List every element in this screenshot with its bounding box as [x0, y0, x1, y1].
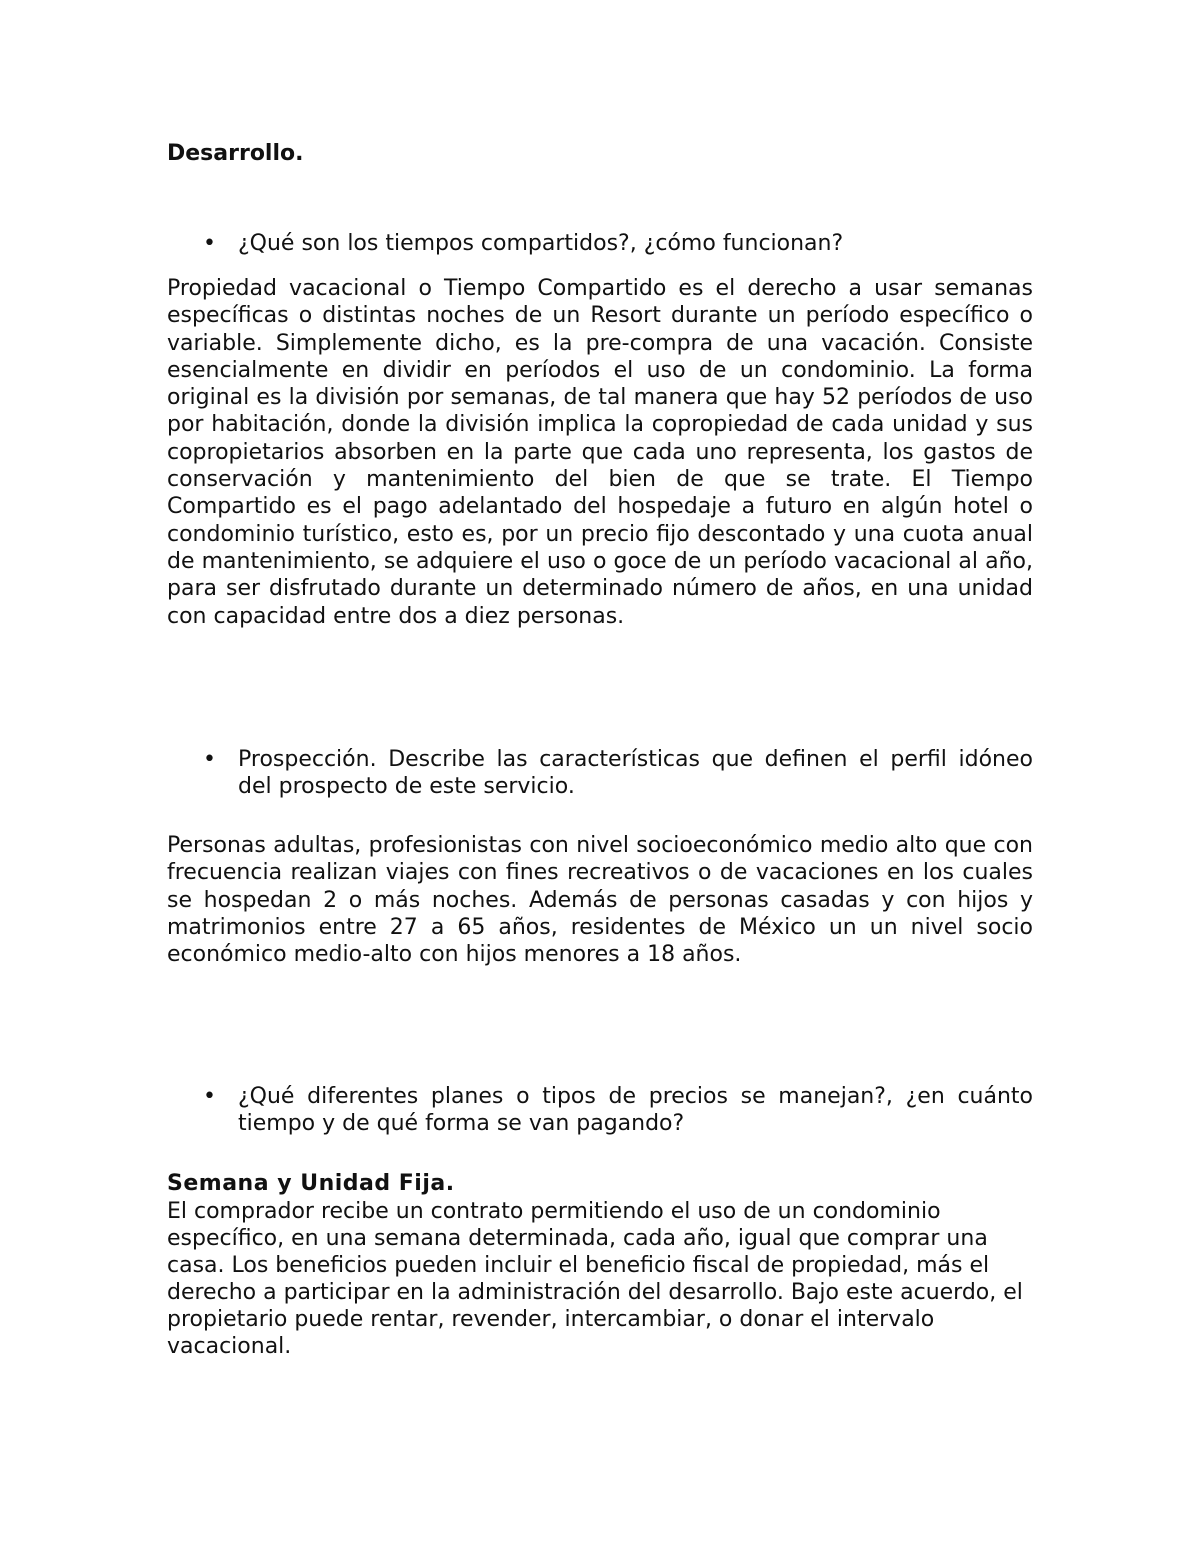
bullet-dot-icon: •: [203, 747, 216, 772]
bullet-dot-icon: •: [203, 231, 216, 256]
paragraph-definition: Propiedad vacacional o Tiempo Compartido es el derecho a usar semanas específicas o distintas noches de un Resort durante un período específico o variable. Simplemente dicho, es la pre-compra de una vacación. Consiste esencialmente en dividir en períodos el uso de un condominio. La forma original es la división por semanas, de tal manera que hay 52 períodos de uso por habitación, donde la división implica la copropiedad de cada unidad y sus copropietarios absorben en la parte que cada uno representa, los gastos de conservación y mantenimiento del bien de que se trate. El Tiempo Compartido es el pago adelantado del hospedaje a futuro en algún hotel o condominio turístico, esto es, por un precio fijo descontado y una cuota anual de mantenimiento, se adquiere el uso o goce de un período vacacional al año, para ser disfrutado durante un determinado número de años, en una unidad con capacidad entre dos a diez personas.: [167, 276, 1033, 629]
bullet-question-1: [167, 230, 1033, 257]
document-heading: Desarrollo.: [167, 141, 304, 166]
paragraph-prospect-profile: Personas adultas, profesionistas con nivel socioeconómico medio alto que con frecuencia realizan viajes con fines recreativos o de vacaciones en los cuales se hospedan 2 o más noches. Además de personas casadas y con hijos y matrimonios entre 27 a 65 años, residentes de México un un nivel socio económico medio-alto con hijos menores a 18 años.: [167, 833, 1033, 968]
bullet-question-2: [167, 746, 1033, 800]
bullet-text: ¿Qué son los tiempos compartidos?, ¿cómo funcionan?: [238, 231, 844, 256]
bullet-text: Prospección. Describe las características que definen el perfil idóneo del prospecto de este servicio.: [238, 747, 1033, 799]
bullet-text: ¿Qué diferentes planes o tipos de precios se manejan?, ¿en cuánto tiempo y de qué forma se van pagando?: [238, 1084, 1033, 1136]
paragraph-fixed-week: El comprador recibe un contrato permitiendo el uso de un condominio específico, en una semana determinada, cada año, igual que comprar una casa. Los beneficios pueden incluir el beneficio fiscal de propiedad, más el derecho a participar en la administración del desarrollo. Bajo este acuerdo, el propietario puede rentar, revender, intercambiar, o donar el intervalo vacacional.: [167, 1199, 1023, 1359]
bullet-question-3: [167, 1083, 1033, 1137]
bullet-dot-icon: •: [203, 1084, 216, 1109]
section-title: Semana y Unidad Fija.: [167, 1171, 455, 1196]
